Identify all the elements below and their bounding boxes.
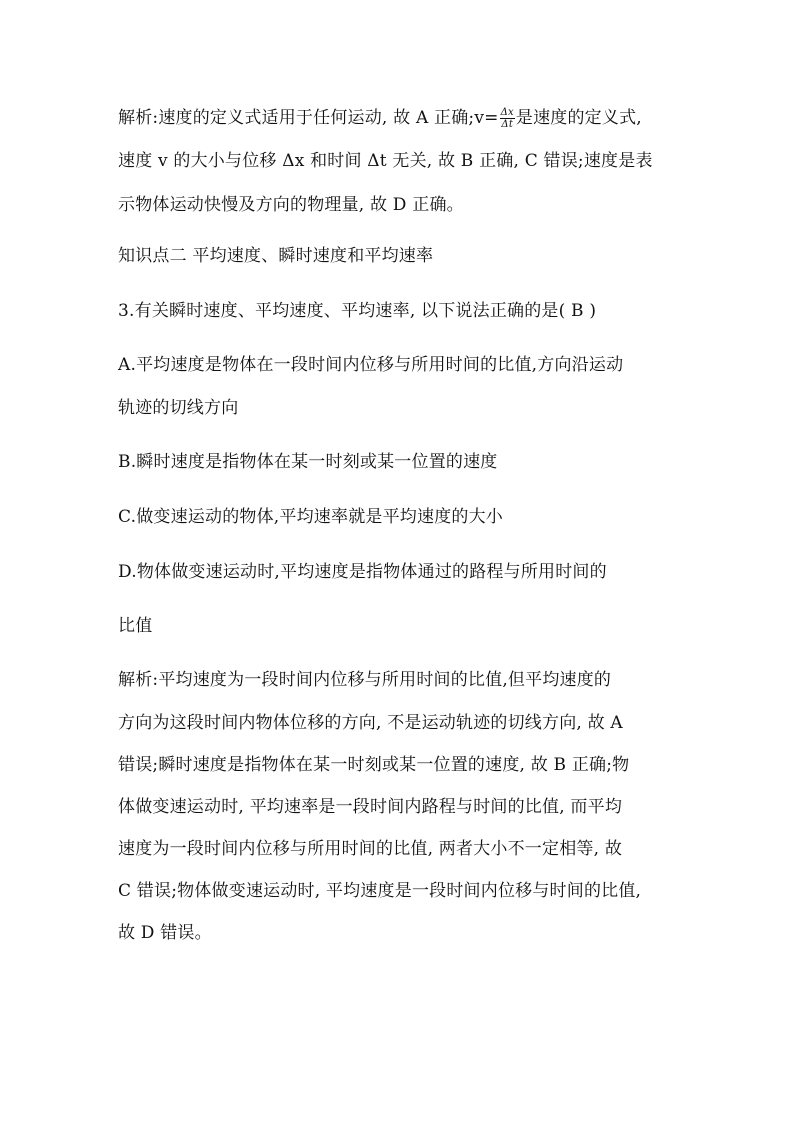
velocity-fraction: [500, 107, 515, 130]
analysis-line: 示物体运动快慢及方向的物理量, 故 D 正确。: [118, 195, 464, 215]
analysis-line: 方向为这段时间内物体位移的方向, 不是运动轨迹的切线方向, 故 A: [118, 713, 623, 733]
option-c: C.做变速运动的物体,平均速率就是平均速度的大小: [118, 507, 504, 527]
analysis-text: 解析:速度的定义式适用于任何运动, 故 A 正确;v=: [118, 108, 499, 128]
analysis-line: C 错误;物体做变速运动时, 平均速度是一段时间内位移与时间的比值,: [118, 881, 642, 901]
option-d: D.物体做变速运动时,平均速度是指物体通过的路程与所用时间的: [118, 562, 607, 582]
analysis-line: 错误;瞬时速度是指物体在某一时刻或某一位置的速度, 故 B 正确;物: [118, 755, 630, 775]
section-heading: 知识点二 平均速度、瞬时速度和平均速率: [118, 246, 434, 266]
question-stem: 3.有关瞬时速度、平均速度、平均速率, 以下说法正确的是( B ): [118, 301, 597, 321]
option-d-continued: 比值: [118, 616, 153, 636]
option-a-continued: 轨迹的切线方向: [118, 398, 239, 418]
analysis-line: 速度为一段时间内位移与所用时间的比值, 两者大小不一定相等, 故: [118, 839, 623, 859]
analysis-text: 是速度的定义式,: [515, 108, 642, 128]
fraction-denominator: Δt: [501, 119, 514, 130]
option-a: A.平均速度是物体在一段时间内位移与所用时间的比值,方向沿运动: [118, 355, 624, 375]
analysis-line: 速度 v 的大小与位移 Δx 和时间 Δt 无关, 故 B 正确, C 错误;速度是表: [118, 151, 653, 171]
analysis-line: [118, 106, 642, 130]
analysis-line: 故 D 错误。: [118, 923, 212, 943]
fraction-numerator: Δx: [500, 107, 514, 118]
option-b: B.瞬时速度是指物体在某一时刻或某一位置的速度: [118, 452, 498, 472]
analysis-line: 解析:平均速度为一段时间内位移与所用时间的比值,但平均速度的: [118, 670, 612, 690]
analysis-line: 体做变速运动时, 平均速率是一段时间内路程与时间的比值, 而平均: [118, 797, 623, 817]
